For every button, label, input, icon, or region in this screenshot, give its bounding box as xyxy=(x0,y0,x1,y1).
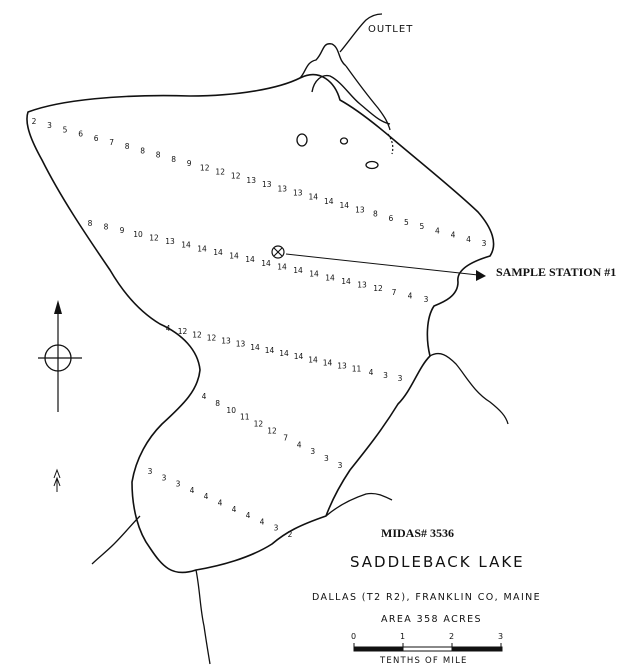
depth-sounding: 8 xyxy=(124,142,130,152)
depth-sounding: 5 xyxy=(62,125,68,135)
depth-sounding: 3 xyxy=(337,461,343,470)
depth-sounding: 14 xyxy=(309,269,319,279)
depth-sounding: 4 xyxy=(201,392,207,401)
depth-sounding: 14 xyxy=(279,349,289,358)
depth-sounding: 3 xyxy=(383,370,388,380)
depth-sounding: 3 xyxy=(481,239,487,248)
depth-sounding: 14 xyxy=(339,201,350,211)
outlet-shore-inner xyxy=(312,76,390,124)
depth-sounding: 4 xyxy=(435,226,440,236)
depth-sounding: 8 xyxy=(103,222,109,232)
depth-sounding: 14 xyxy=(181,240,191,250)
sample-station-marker xyxy=(272,246,284,258)
depth-sounding: 14 xyxy=(197,244,207,254)
depth-sounding: 13 xyxy=(337,361,347,371)
depth-sounding: 7 xyxy=(283,433,288,443)
depth-sounding: 13 xyxy=(293,188,303,198)
depth-sounding: 4 xyxy=(368,367,374,377)
north-arrow xyxy=(38,300,82,412)
depth-sounding: 12 xyxy=(215,167,225,177)
depth-sounding: 8 xyxy=(155,150,161,160)
depth-sounding: 5 xyxy=(419,222,425,232)
island xyxy=(297,134,307,146)
depth-sounding: 4 xyxy=(245,511,251,521)
depth-sounding: 12 xyxy=(230,171,241,181)
depth-sounding: 13 xyxy=(357,280,367,290)
scale-tick-3: 3 xyxy=(498,632,504,641)
depth-sounding: 6 xyxy=(78,129,83,139)
depth-sounding: 3 xyxy=(324,454,329,464)
depth-sounding: 12 xyxy=(267,426,277,436)
depth-sounding: 12 xyxy=(206,333,217,343)
midas-number: MIDAS# 3536 xyxy=(381,526,455,540)
scale-tick-0: 0 xyxy=(351,632,357,641)
depth-sounding: 9 xyxy=(119,226,125,236)
depth-sounding: 13 xyxy=(262,180,272,190)
depth-sounding: 8 xyxy=(87,219,93,228)
depth-sounding: 3 xyxy=(161,473,167,483)
depth-sounding: 2 xyxy=(31,117,37,126)
magnetic-north-symbol xyxy=(54,470,60,492)
depth-sounding: 12 xyxy=(149,233,159,243)
tributary-east xyxy=(430,354,508,424)
depth-sounding: 14 xyxy=(250,342,260,352)
depth-sounding: 7 xyxy=(109,138,114,147)
depth-sounding: 2 xyxy=(287,530,293,539)
depth-sounding: 4 xyxy=(203,492,209,502)
depth-sounding: 14 xyxy=(308,192,319,202)
scale-bar xyxy=(354,643,502,651)
depth-sounding: 14 xyxy=(277,262,287,272)
depth-sounding: 14 xyxy=(325,273,335,283)
depth-sounding: 4 xyxy=(231,504,237,514)
depth-sounding: 9 xyxy=(186,159,192,169)
depth-sounding: 4 xyxy=(296,440,302,450)
depth-sounding: 3 xyxy=(310,447,316,457)
tributary-south xyxy=(196,570,210,664)
depth-sounding: 13 xyxy=(221,336,231,346)
tributary-southwest xyxy=(92,516,140,564)
location-line: DALLAS (T2 R2), FRANKLIN CO, MAINE xyxy=(312,592,542,603)
tributary-southeast xyxy=(326,493,392,516)
depth-sounding: 8 xyxy=(373,209,378,219)
depth-sounding: 12 xyxy=(192,330,202,340)
depth-sounding: 14 xyxy=(308,355,318,365)
scale-tick-1: 1 xyxy=(400,632,406,641)
depth-sounding: 8 xyxy=(140,146,145,156)
sample-station-arrowhead xyxy=(476,270,486,281)
depth-sounding: 4 xyxy=(217,498,223,508)
depth-sounding: 3 xyxy=(47,121,52,131)
depth-sounding: 6 xyxy=(93,133,99,143)
lake-shoreline xyxy=(27,75,494,573)
island xyxy=(341,138,348,144)
depth-sounding: 14 xyxy=(293,352,304,362)
island xyxy=(366,162,378,169)
outlet-shore xyxy=(300,44,346,78)
lake-name-title: SADDLEBACK LAKE xyxy=(350,553,525,571)
depth-sounding: 12 xyxy=(177,327,188,337)
depth-sounding: 12 xyxy=(373,284,383,294)
depth-sounding: 11 xyxy=(351,364,362,374)
depth-sounding: 14 xyxy=(229,251,239,261)
depth-sounding: 3 xyxy=(273,523,279,533)
depth-sounding: 10 xyxy=(133,229,143,239)
sample-station-label: SAMPLE STATION #1 xyxy=(496,265,617,279)
depth-sounding: 6 xyxy=(388,213,394,223)
depth-sounding: 14 xyxy=(324,196,334,206)
outlet-stream-2 xyxy=(346,66,390,130)
depth-sounding: 14 xyxy=(322,358,333,368)
scale-tick-2: 2 xyxy=(449,632,455,641)
depth-sounding: 8 xyxy=(215,398,220,408)
outlet-label: OUTLET xyxy=(368,24,414,35)
depth-sounding: 3 xyxy=(147,467,153,476)
depth-sounding: 14 xyxy=(261,258,271,268)
depth-sounding: 13 xyxy=(277,184,288,194)
depth-sounding: 11 xyxy=(240,412,250,422)
depth-sounding: 5 xyxy=(404,218,409,227)
depth-sounding: 4 xyxy=(450,230,456,240)
depth-sounding: 13 xyxy=(355,205,365,215)
depth-sounding: 4 xyxy=(259,517,265,527)
area-line: AREA 358 ACRES xyxy=(381,614,482,625)
depth-sounding: 7 xyxy=(391,287,397,297)
depth-soundings xyxy=(32,117,487,539)
depth-sounding: 13 xyxy=(235,339,246,349)
depth-sounding: 3 xyxy=(397,374,403,383)
scale-unit-label: TENTHS OF MILE xyxy=(380,656,468,665)
depth-sounding: 12 xyxy=(253,419,264,429)
depth-sounding: 4 xyxy=(466,234,471,244)
depth-sounding: 8 xyxy=(171,154,177,164)
depth-sounding: 13 xyxy=(246,175,256,185)
depth-sounding: 14 xyxy=(245,255,255,265)
depth-sounding: 14 xyxy=(213,248,223,257)
depth-sounding: 10 xyxy=(226,405,236,415)
depth-sounding: 14 xyxy=(264,345,275,355)
depth-sounding: 4 xyxy=(407,291,413,301)
depth-sounding: 3 xyxy=(423,295,429,304)
depth-sounding: 13 xyxy=(165,237,175,247)
depth-sounding: 4 xyxy=(189,485,195,495)
depth-sounding: 4 xyxy=(165,324,171,333)
depth-sounding: 12 xyxy=(199,163,210,173)
depth-sounding: 14 xyxy=(341,276,351,286)
depth-sounding: 3 xyxy=(175,479,181,489)
depth-sounding: 14 xyxy=(293,266,303,275)
